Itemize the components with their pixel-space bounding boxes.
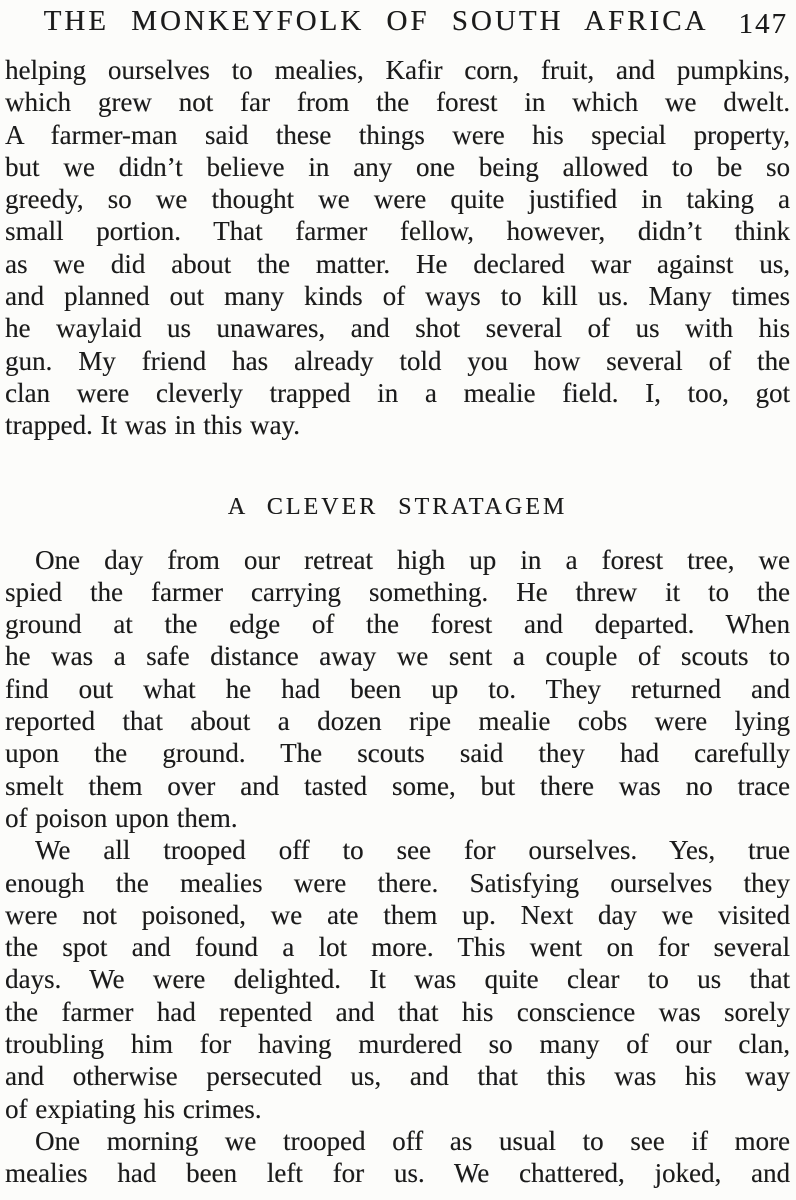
text-line: and otherwise persecuted us, and that this was his way bbox=[5, 1061, 790, 1092]
running-head bbox=[0, 0, 796, 50]
text-line: One day from our retreat high up in a forest tree, we bbox=[35, 544, 790, 575]
section-heading: A CLEVER STRATAGEM bbox=[227, 493, 568, 520]
text-line: smelt them over and tasted some, but there was no trace bbox=[5, 770, 790, 801]
text-line: spied the farmer carrying something. He threw it to the bbox=[5, 576, 790, 607]
text-line: upon the ground. The scouts said they had carefully bbox=[5, 738, 790, 769]
text-line: enough the mealies were there. Satisfying ourselves they bbox=[5, 867, 790, 898]
paragraph bbox=[5, 54, 790, 442]
text-line: gun. My friend has already told you how several of the bbox=[5, 345, 790, 376]
text-line: which grew not far from the forest in which we dwelt. bbox=[5, 87, 790, 118]
text-line: as we did about the matter. He declared war against us, bbox=[5, 248, 790, 279]
text-line: We all trooped off to see for ourselves. Yes, true bbox=[35, 835, 790, 866]
text-line: he waylaid us unawares, and shot several of us with his bbox=[5, 313, 790, 344]
paragraph bbox=[5, 834, 790, 1125]
text-line: clan were cleverly trapped in a mealie field. I, too, got bbox=[5, 377, 790, 408]
text-line: the spot and found a lot more. This went on for several bbox=[5, 932, 790, 963]
paragraph bbox=[5, 544, 790, 835]
paragraph-group bbox=[5, 544, 790, 1190]
text-line: trapped. It was in this way. bbox=[5, 410, 300, 441]
text-line: One morning we trooped off as usual to see if more bbox=[35, 1125, 790, 1156]
text-line: small portion. That farmer fellow, however, didn’t think bbox=[5, 216, 790, 247]
text-line: A farmer-man said these things were his special property, bbox=[5, 119, 790, 150]
text-line: greedy, so we thought we were quite justified in taking a bbox=[5, 184, 790, 215]
text-line: of expiating his crimes. bbox=[5, 1093, 262, 1124]
paragraph-group bbox=[5, 54, 790, 442]
text-line: the farmer had repented and that his conscience was sorely bbox=[5, 996, 790, 1027]
text-line: reported that about a dozen ripe mealie cobs were lying bbox=[5, 706, 790, 737]
text-line: find out what he had been up to. They returned and bbox=[5, 673, 790, 704]
text-line: and planned out many kinds of ways to kill us. Many times bbox=[5, 281, 790, 312]
text-line: mealies had been left for us. We chattered, joked, and bbox=[5, 1158, 790, 1189]
chapter-title: THE MONKEYFOLK OF SOUTH AFRICA bbox=[43, 5, 709, 37]
text-line: he was a safe distance away we sent a couple of scouts to bbox=[5, 641, 790, 672]
page-number: 147 bbox=[738, 8, 788, 40]
text-line: helping ourselves to mealies, Kafir corn, fruit, and pumpkins, bbox=[5, 55, 790, 85]
text-line: days. We were delighted. It was quite clear to us that bbox=[5, 964, 790, 995]
text-line: but we didn’t believe in any one being allowed to be so bbox=[5, 151, 790, 182]
text-line: troubling him for having murdered so many of our clan, bbox=[5, 1029, 790, 1060]
page-body bbox=[5, 50, 790, 1190]
text-line: were not poisoned, we ate them up. Next day we visited bbox=[5, 899, 790, 930]
text-line: ground at the edge of the forest and departed. When bbox=[5, 609, 790, 640]
paragraph bbox=[5, 1125, 790, 1190]
text-line: of poison upon them. bbox=[5, 802, 238, 833]
